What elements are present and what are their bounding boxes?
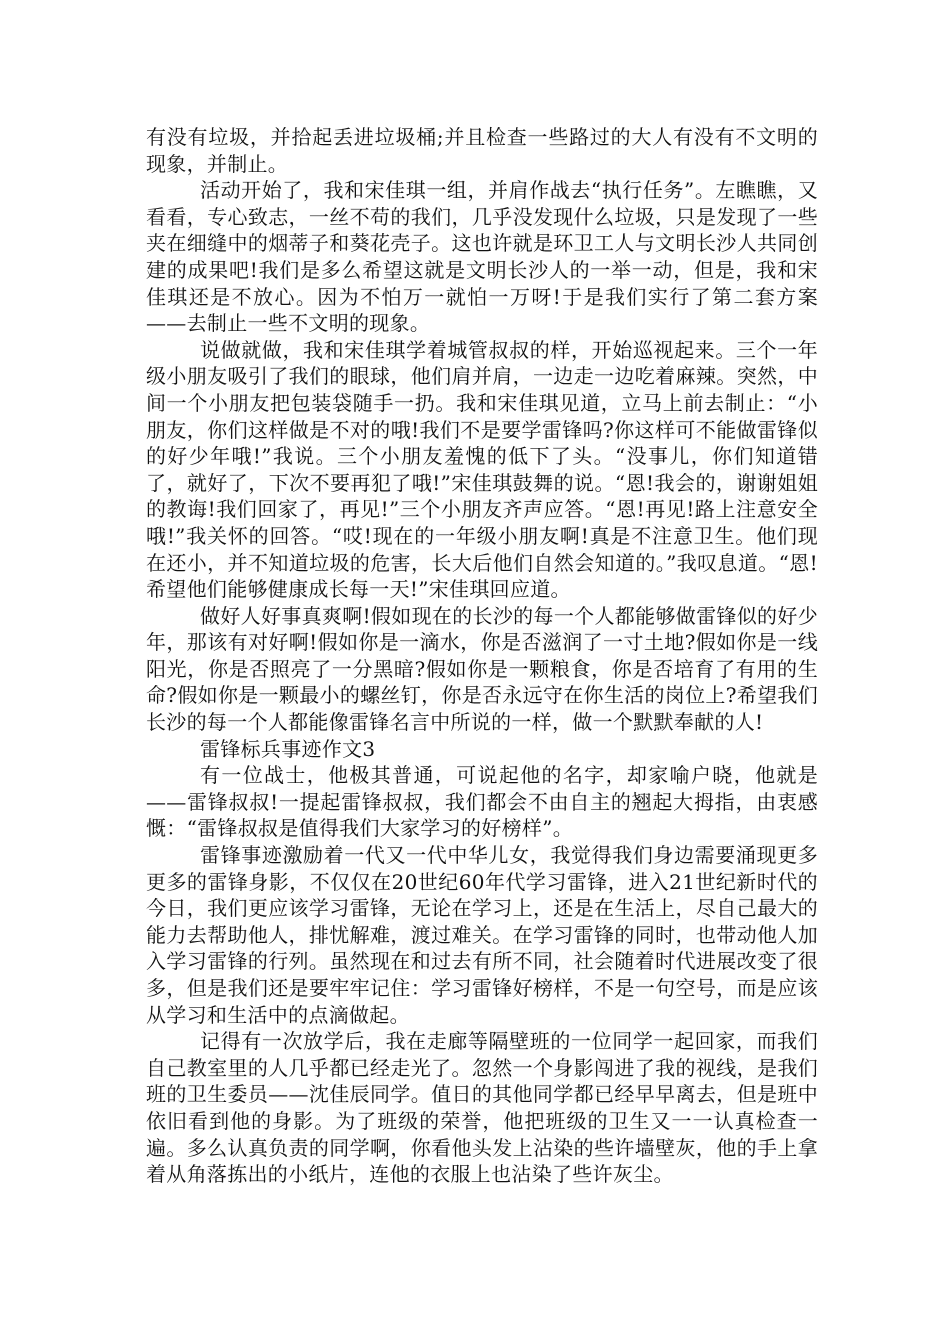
paragraph-soldier: 有一位战士，他极其普通，可说起他的名字，却家喻户晓，他就是——雷锋叔叔!一提起雷锋叔叔，我们都会不由自主的翘起大拇指，由衷感慨：“雷锋叔叔是值得我们大家学习的好榜样”。 [146, 763, 818, 841]
paragraph-reflection: 做好人好事真爽啊!假如现在的长沙的每一个人都能够做雷锋似的好少年，那该有对好啊!假如你是一滴水，你是否滋润了一寸土地?假如你是一线阳光，你是否照亮了一分黑暗?假如你是一颗粮食，你是否培育了有用的生命?假如你是一颗最小的螺丝钉，你是否永远守在你生活的岗位上?希望我们长沙的每一个人都能像雷锋名言中所说的一样，做一个默默奉献的人! [146, 603, 818, 735]
paragraph-patrol: 说做就做，我和宋佳琪学着城管叔叔的样，开始巡视起来。三个一年级小朋友吸引了我们的眼球，他们肩并肩，一边走一边吃着麻辣。突然，中间一个小朋友把包装袋随手一扔。我和宋佳琪见道，立马上前去制止：“小朋友，你们这样做是不对的哦!我们不是要学雷锋吗?你这样可不能做雷锋似的好少年哦!”我说。三个小朋友羞愧的低下了头。“没事儿，你们知道错了，就好了，下次不要再犯了哦!”宋佳琪鼓舞的说。“恩!我会的，谢谢姐姐的教诲!我们回家了，再见!”三个小朋友齐声应答。“恩!再见!路上注意安全哦!”我关怀的回答。“哎!现在的一年级小朋友啊!真是不注意卫生。他们现在还小，并不知道垃圾的危害，长大后他们自然会知道的。”我叹息道。“恩!希望他们能够健康成长每一天!”宋佳琪回应道。 [146, 337, 818, 602]
paragraph-inspiration: 雷锋事迹激励着一代又一代中华儿女，我觉得我们身边需要涌现更多更多的雷锋身影，不仅仅在20世纪60年代学习雷锋，进入21世纪新时代的今日，我们更应该学习雷锋，无论在学习上，还是在生活上，尽自己最大的能力去帮助他人，排忧解难，渡过难关。在学习雷锋的同时，也带动他人加入学习雷锋的行列。虽然现在和过去有所不同，社会随着时代进展改变了很多，但是我们还是要牢牢记住：学习雷锋好榜样，不是一句空号，而是应该从学习和生活中的点滴做起。 [146, 843, 818, 1027]
document-body [146, 124, 818, 1188]
paragraph-memory: 记得有一次放学后，我在走廊等隔壁班的一位同学一起回家，而我们自己教室里的人几乎都已经走光了。忽然一个身影闯进了我的视线，是我们班的卫生委员——沈佳辰同学。值日的其他同学都已经早早离去，但是班中依旧看到他的身影。为了班级的荣誉，他把班级的卫生又一一认真检查一遍。多么认真负责的同学啊，你看他头发上沾染的些许墙壁灰，他的手上拿着从角落拣出的小纸片，连他的衣服上也沾染了些许灰尘。 [146, 1029, 818, 1187]
paragraph-activity-start: 活动开始了，我和宋佳琪一组，并肩作战去“执行任务”。左瞧瞧，又看看，专心致志，一丝不苟的我们，几乎没发现什么垃圾，只是发现了一些夹在细缝中的烟蒂子和葵花壳子。这也许就是环卫工人与文明长沙人共同创建的成果吧!我们是多么希望这就是文明长沙人的一举一动，但是，我和宋佳琪还是不放心。因为不怕万一就怕一万呀!于是我们实行了第二套方案——去制止一些不文明的现象。 [146, 178, 818, 336]
paragraph-continuation: 有没有垃圾，并拾起丢进垃圾桶;并且检查一些路过的大人有没有不文明的现象，并制止。 [146, 125, 818, 176]
section-heading: 雷锋标兵事迹作文3 [200, 736, 376, 761]
